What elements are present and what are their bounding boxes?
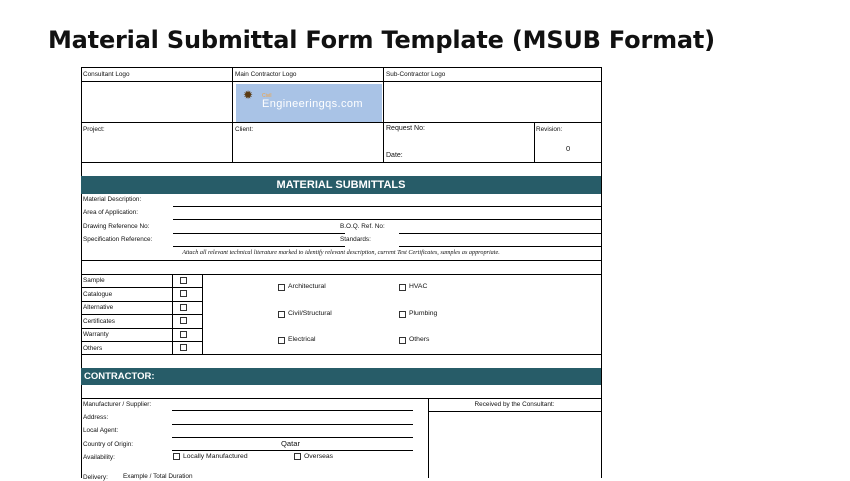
material-description-line [173, 206, 601, 207]
standards-label: Standards: [340, 236, 371, 243]
divider [81, 260, 601, 261]
page-title: Material Submittal Form Template (MSUB Format) [48, 26, 715, 54]
area-of-application-line [173, 219, 601, 220]
overseas-checkbox[interactable] [294, 453, 301, 460]
locally-manufactured-label: Locally Manufactured [183, 453, 248, 460]
divider [534, 122, 535, 163]
boq-ref-line [399, 233, 601, 234]
gear-icon: ✹ [243, 88, 254, 102]
request-no-label: Request No: [386, 125, 425, 132]
main-contractor-logo-label: Main Contractor Logo [235, 71, 297, 78]
client-label: Client: [235, 126, 254, 133]
divider [81, 398, 601, 399]
revision-label: Revision: [536, 126, 563, 133]
catalogue-checkbox[interactable] [180, 290, 187, 297]
consultant-logo-label: Consultant Logo [83, 71, 130, 78]
address-label: Address: [83, 414, 109, 421]
divider [383, 67, 384, 123]
others-discipline-checkbox[interactable] [399, 337, 406, 344]
plumbing-checkbox[interactable] [399, 311, 406, 318]
others-doc-checkbox[interactable] [180, 344, 187, 351]
doc-type-alternative: Alternative [83, 304, 114, 311]
divider [81, 341, 202, 342]
certificates-checkbox[interactable] [180, 317, 187, 324]
revision-value: 0 [566, 144, 571, 153]
locally-manufactured-checkbox[interactable] [173, 453, 180, 460]
logo-text: Engineeringqs.com [262, 98, 363, 110]
doc-type-others: Others [83, 345, 103, 352]
doc-type-sample: Sample [83, 277, 105, 284]
overseas-label: Overseas [304, 453, 334, 460]
country-line [172, 450, 413, 451]
availability-label: Availability: [83, 454, 115, 461]
manufacturer-label: Manufacturer / Supplier: [83, 401, 152, 408]
project-info-box [81, 122, 602, 163]
manufacturer-line [172, 410, 413, 411]
area-of-application-label: Area of Application: [83, 209, 139, 216]
plumbing-label: Plumbing [409, 310, 438, 317]
sample-checkbox[interactable] [180, 277, 187, 284]
divider [81, 81, 601, 82]
date-label: Date: [386, 152, 403, 159]
hvac-label: HVAC [409, 283, 428, 290]
logo-small-text: Civil [262, 93, 272, 99]
address-line [172, 424, 413, 425]
doc-type-certificates: Certificates [83, 318, 115, 325]
country-of-origin-label: Country of Origin: [83, 441, 134, 448]
attach-note: Attach all relevant technical literature marked to identify relevant description, current Test Certificates, samples as appropriate. [182, 249, 500, 256]
electrical-label: Electrical [288, 336, 316, 343]
local-agent-label: Local Agent: [83, 427, 119, 434]
local-agent-line [172, 437, 413, 438]
doc-type-warranty: Warranty [83, 331, 109, 338]
divider [81, 301, 202, 302]
doc-type-catalogue: Catalogue [83, 291, 113, 298]
drawing-reference-label: Drawing Reference No: [83, 223, 150, 230]
divider [232, 67, 233, 123]
sub-contractor-logo-label: Sub-Contractor Logo [386, 71, 446, 78]
civil-structural-label: Civil/Structural [288, 310, 332, 317]
standards-line [399, 246, 601, 247]
architectural-label: Architectural [288, 283, 326, 290]
company-logo [236, 84, 382, 122]
drawing-reference-line [173, 233, 345, 234]
civil-structural-checkbox[interactable] [278, 311, 285, 318]
divider [202, 274, 203, 355]
material-submittal-form [81, 67, 601, 481]
specification-reference-label: Specification Reference: [83, 236, 153, 243]
divider [428, 398, 429, 478]
specification-reference-line [173, 246, 345, 247]
divider [81, 328, 202, 329]
project-label: Project: [83, 126, 105, 133]
alternative-checkbox[interactable] [180, 304, 187, 311]
country-value: Qatar [281, 439, 300, 448]
hvac-checkbox[interactable] [399, 284, 406, 291]
boq-ref-label: B.O.Q. Ref. No: [340, 223, 385, 230]
contractor-heading: CONTRACTOR: [81, 368, 601, 385]
warranty-checkbox[interactable] [180, 331, 187, 338]
divider [428, 411, 601, 412]
electrical-checkbox[interactable] [278, 337, 285, 344]
material-description-label: Material Description: [83, 196, 142, 203]
delivery-label: Delivery: [83, 474, 108, 481]
delivery-value: Example / Total Duration [123, 473, 193, 480]
others-discipline-label: Others [409, 336, 430, 343]
received-by-consultant-label: Received by the Consultant: [474, 401, 555, 408]
divider [81, 287, 202, 288]
divider [81, 314, 202, 315]
material-submittals-heading: MATERIAL SUBMITTALS [81, 176, 601, 194]
divider [232, 122, 233, 163]
divider [383, 122, 384, 163]
architectural-checkbox[interactable] [278, 284, 285, 291]
